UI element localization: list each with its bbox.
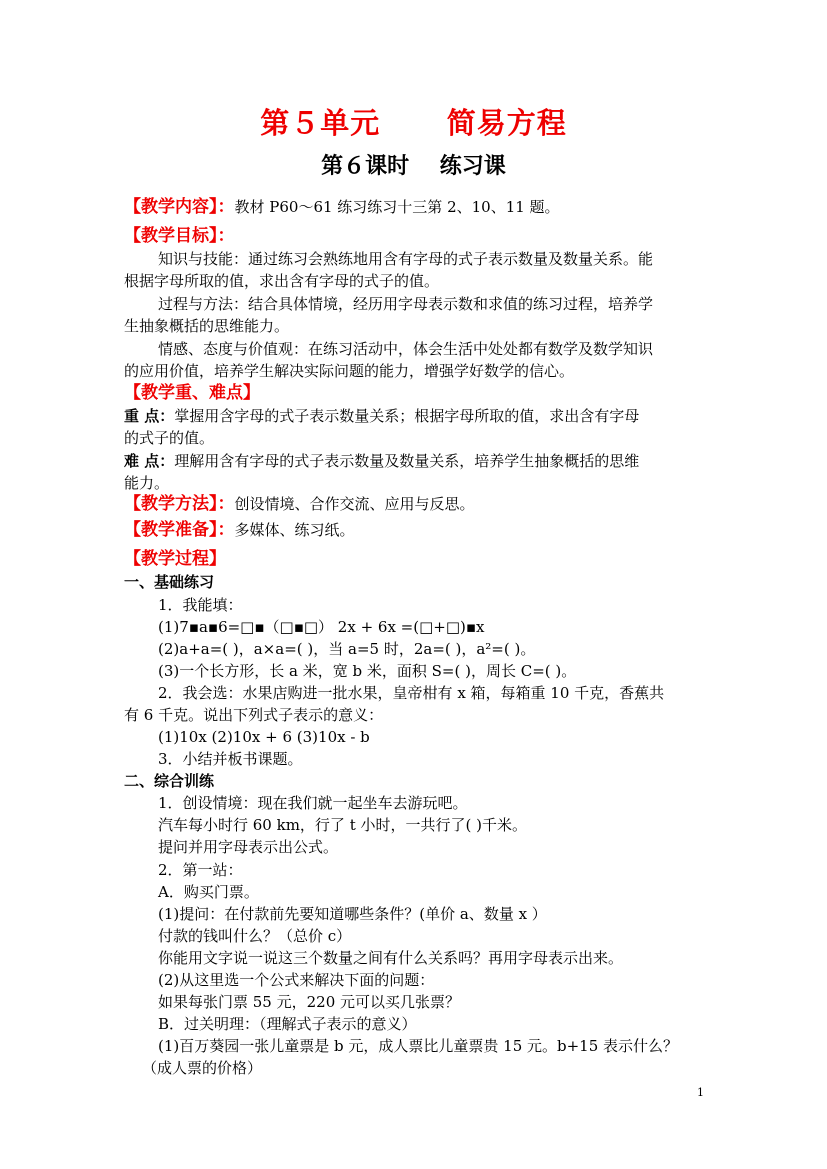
goal1-line2: 根据字母所取的值，求出含有字母的式子的值。 [124,272,440,290]
goal2-line2: 生抽象概括的思维能力。 [124,317,290,335]
prep-label: 【教学准备】： [124,520,235,540]
unit-title: 第５单元 简易方程 [260,106,567,140]
content-row [124,197,714,217]
key-point-line2: 的式子的值。 [124,429,215,447]
goals-label: 【教学目标】： [124,226,235,246]
prep-row [124,520,714,540]
s2-line11: B．过关明理：（理解式子表示的意义） [158,1015,417,1033]
s2-line3: 提问并用字母表示出公式。 [158,838,339,856]
key-point-line1 [124,406,714,426]
diff-point-text: 理解用含有字母的式子表示数量及数量关系，培养学生抽象概括的思维 [174,452,640,470]
page-number: 1 [697,1086,704,1099]
goal2-line1: 过程与方法：结合具体情境，经历用字母表示数和求值的练习过程，培养学 [158,295,654,313]
method-row [124,494,714,514]
goal3-line1: 情感、态度与价值观：在练习活动中，体会生活中处处都有数学及数学知识 [158,340,654,358]
key-point-text: 掌握用含字母的式子表示数量关系；根据字母所取的值，求出含有字母 [174,407,640,425]
content-label: 【教学内容】： [124,197,235,217]
content-text: 教材 P60～61 练习练习十三第 2、10、11 题。 [234,198,560,216]
s1-line4: (3)一个长方形，长 a 米，宽 b 米，面积 S=( )，周长 C=( )。 [158,662,577,680]
s2-line13: （成人票的价格） [142,1059,263,1077]
s2-line7: 付款的钱叫什么？（总价 c） [158,927,352,945]
diff-point-line2: 能力。 [124,474,170,492]
lesson-subtitle: 第６课时 练习课 [321,154,506,179]
s2-line4: 2．第一站： [158,861,243,879]
s2-line6: (1)提问：在付款前先要知道哪些条件？(单价 a、数量 x ） [158,905,547,923]
s1-line2: (1)7▪a▪6=□▪（□▪□） 2x + 6x =(□+□)▪x [158,618,485,636]
process-row [124,549,714,569]
s1-line8: 3．小结并板书课题。 [158,750,303,768]
goals-row [124,226,714,246]
key-point-label: 重 点： [124,407,175,425]
s2-line12: (1)百万葵园一张儿童票是 b 元，成人票比儿童票贵 15 元。b+15 表示什么？ [158,1037,679,1055]
diff-point-line1 [124,451,714,471]
s2-line9: (2)从这里选一个公式来解决下面的问题： [158,971,435,989]
s2-line8: 你能用文字说一说这三个数量之间有什么关系吗？再用字母表示出来。 [158,949,624,967]
key-row [124,383,714,403]
section2-heading: 二、综合训练 [124,772,215,790]
method-text: 创设情境、合作交流、应用与反思。 [234,495,475,513]
s1-line5: 2．我会选：水果店购进一批水果，皇帝柑有 x 箱，每箱重 10 千克，香蕉共 [158,684,665,702]
method-label: 【教学方法】： [124,494,235,514]
s1-line6: 有 6 千克。说出下列式子表示的意义： [124,706,384,724]
key-label: 【教学重、难点】 [124,383,260,403]
s2-line2: 汽车每小时行 60 km，行了 t 小时，一共行了( )千米。 [158,816,527,834]
diff-point-label: 难 点： [124,452,175,470]
s2-line10: 如果每张门票 55 元，220 元可以买几张票？ [158,993,461,1011]
s2-line1: 1．创设情境：现在我们就一起坐车去游玩吧。 [158,794,468,812]
s2-line5: A．购买门票。 [158,883,259,901]
prep-text: 多媒体、练习纸。 [234,521,355,539]
s1-line3: (2)a+a=( )，a×a=( )，当 a=5 时，2a=( )，a²=( )。 [158,640,536,658]
goal3-line2: 的应用价值，培养学生解决实际问题的能力，增强学好数学的信心。 [124,362,575,380]
section1-heading: 一、基础练习 [124,573,215,591]
process-label: 【教学过程】 [124,549,226,569]
goal1-line1: 知识与技能：通过练习会熟练地用含有字母的式子表示数量及数量关系。能 [158,250,654,268]
s1-line1: 1．我能填： [158,596,243,614]
s1-line7: (1)10x (2)10x + 6 (3)10x - b [158,728,370,746]
